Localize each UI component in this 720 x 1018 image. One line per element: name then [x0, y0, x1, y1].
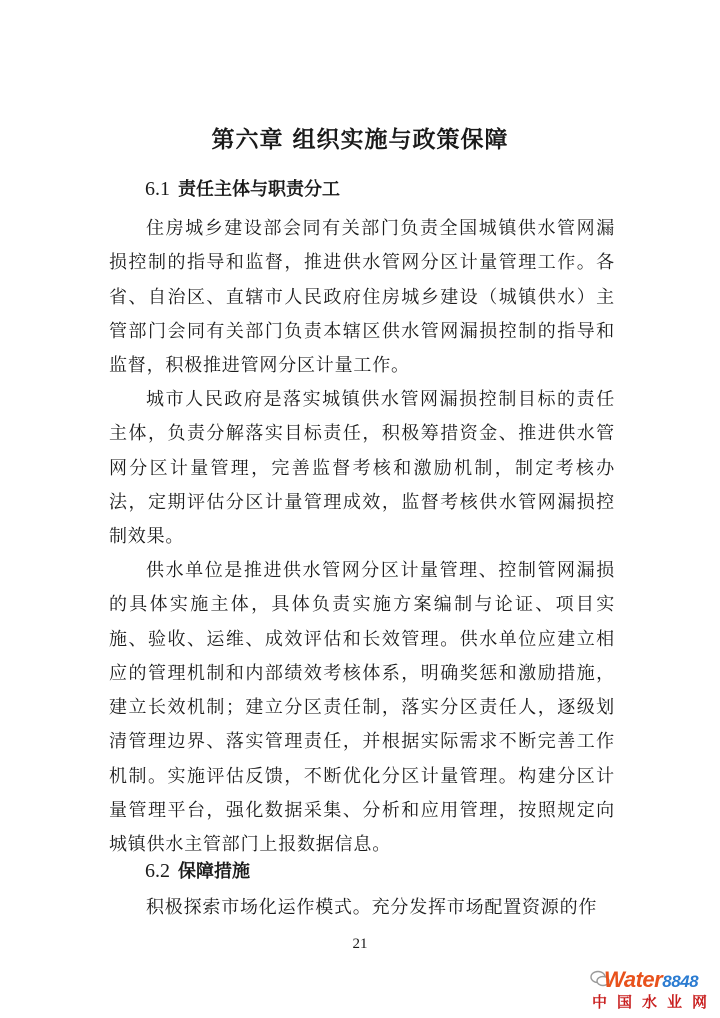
watermark-logo — [604, 968, 698, 994]
section-heading-6-1 — [145, 174, 340, 205]
paragraph: 供水单位是推进供水管网分区计量管理、控制管网漏损的具体实施主体，具体负责实施方案编制与论证、项目实施、验收、运维、成效评估和长效管理。供水单位应建立相应的管理机制和内部绩效考核体系，明确奖惩和激励措施，建立长效机制；建立分区责任制，落实分区责任人，逐级划清管理边界、落实管理责任，并根据实际需求不断完善工作机制。实施评估反馈，不断优化分区计量管理。构建分区计量管理平台，强化数据采集、分析和应用管理，按照规定向城镇供水主管部门上报数据信息。 — [109, 560, 615, 856]
watermark-logo-number: 8848 — [662, 972, 699, 991]
paragraph: 积极探索市场化运作模式。充分发挥市场配置资源的作 — [146, 897, 598, 918]
watermark — [560, 966, 716, 1014]
chapter-title: 第六章 组织实施与政策保障 — [211, 127, 509, 153]
section-number: 6.1 — [145, 178, 170, 200]
paragraph: 住房城乡建设部会同有关部门负责全国城镇供水管网漏损控制的指导和监督，推进供水管网分区计量管理工作。各省、自治区、直辖市人民政府住房城乡建设（城镇供水）主管部门会同有关部门负责本辖区供水管网漏损控制的指导和监督，积极推进管网分区计量工作。 — [109, 218, 615, 377]
watermark-site-name: 中国水业网 — [592, 993, 718, 1011]
watermark-logo-word: Water — [604, 967, 663, 992]
section-title: 保障措施 — [178, 861, 250, 882]
section-title: 责任主体与职责分工 — [178, 179, 340, 200]
section-heading-6-2 — [145, 856, 250, 887]
section-number: 6.2 — [145, 860, 170, 882]
paragraph: 城市人民政府是落实城镇供水管网漏损控制目标的责任主体，负责分解落实目标责任，积极筹措资金、推进供水管网分区计量管理，完善监督考核和激励机制，制定考核办法，定期评估分区计量管理成效，监督考核供水管网漏损控制效果。 — [109, 389, 615, 548]
page-number: 21 — [352, 936, 368, 952]
